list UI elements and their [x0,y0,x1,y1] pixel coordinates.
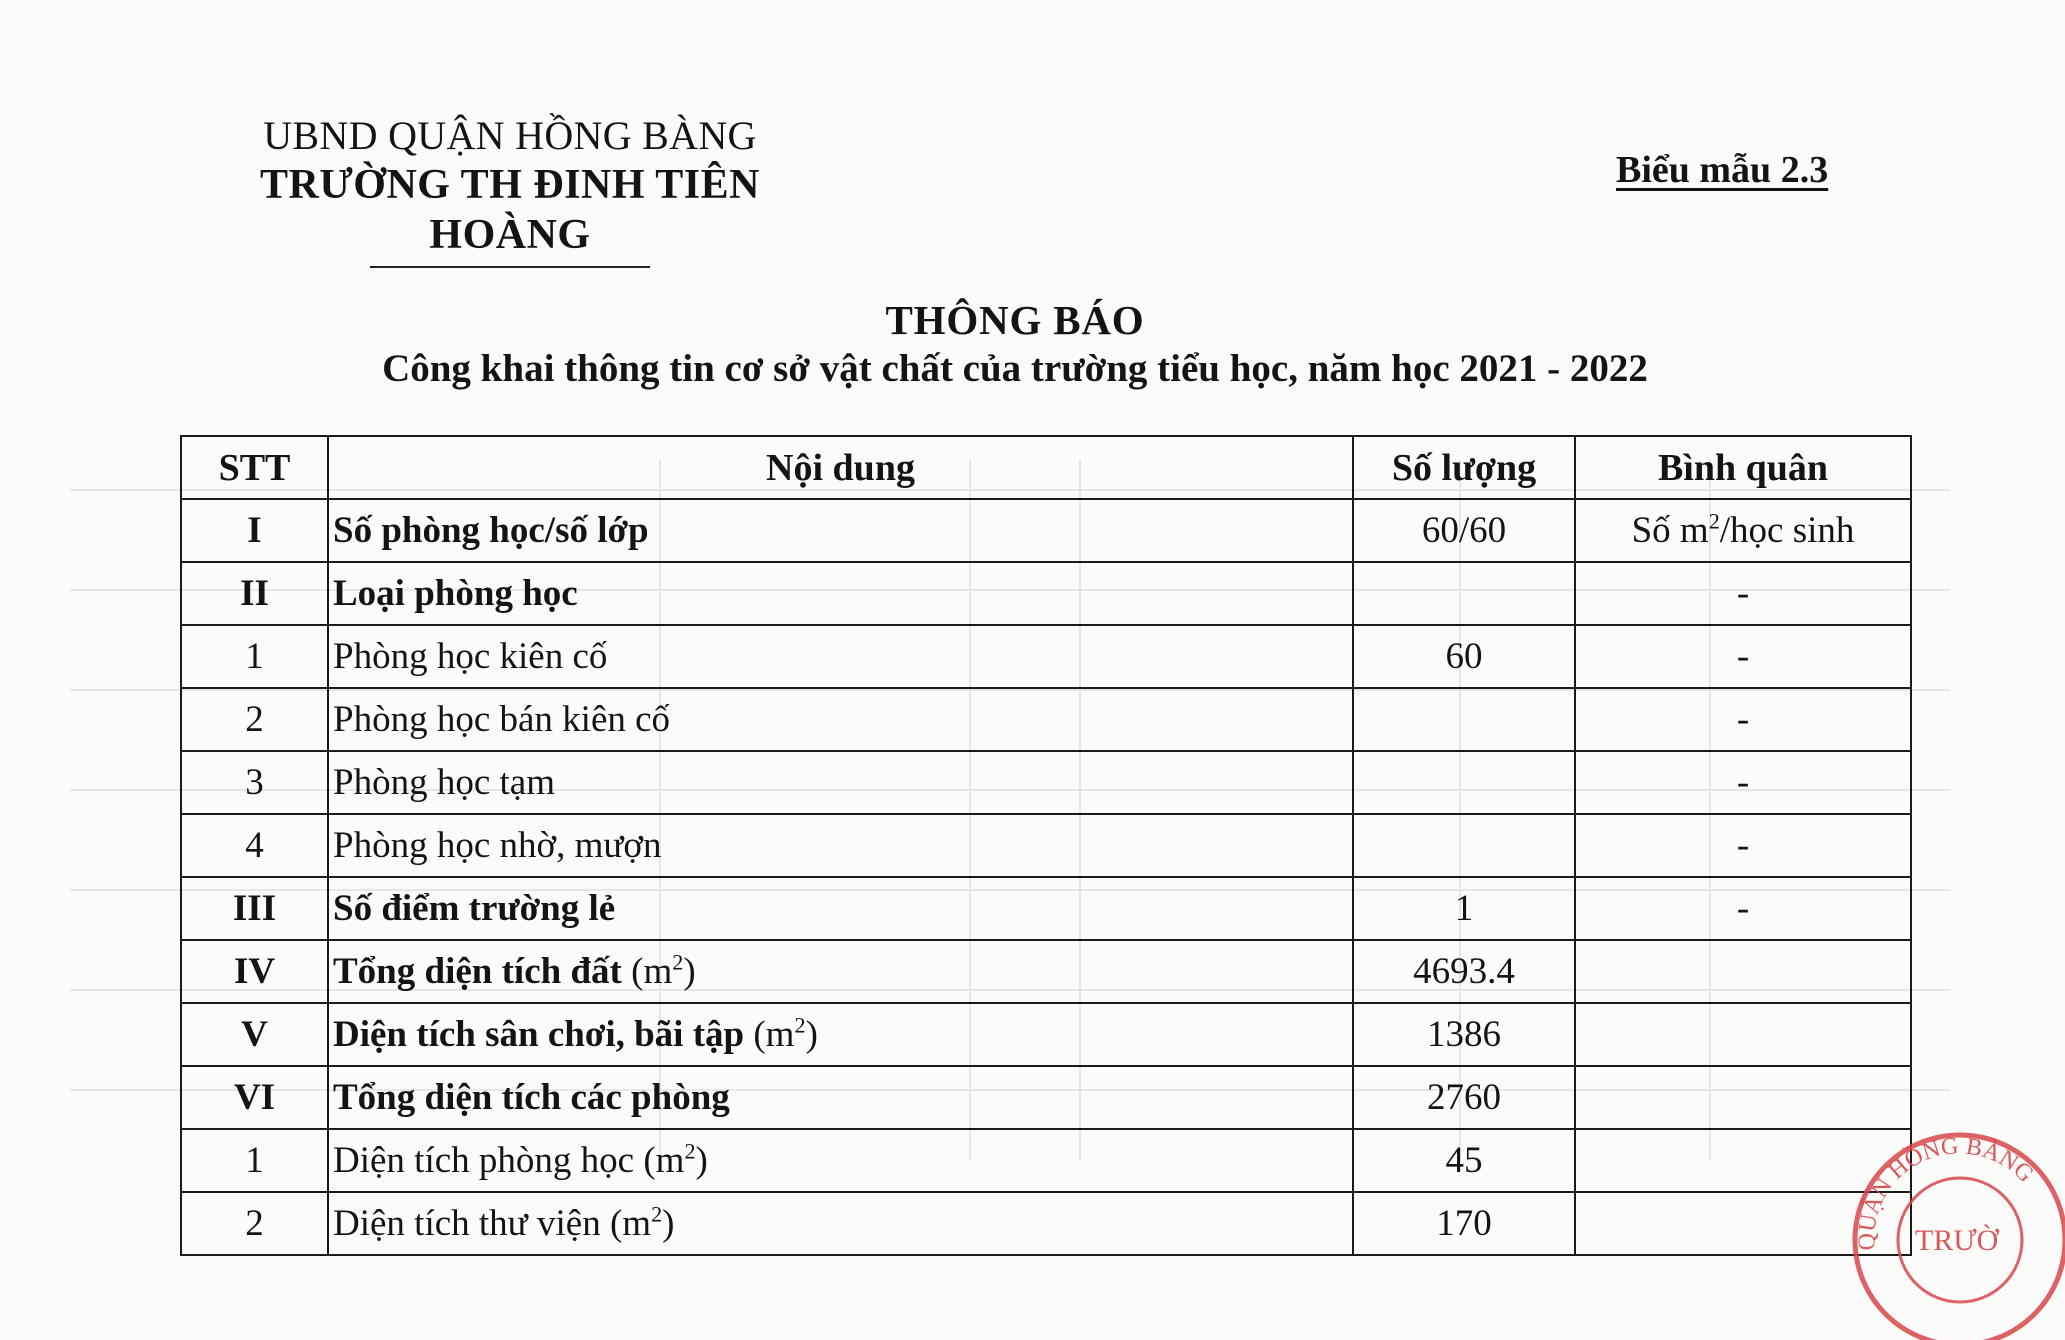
notice-subtitle: Công khai thông tin cơ sở vật chất của trường tiểu học, năm học 2021 - 2022 [382,347,1648,390]
row-stt: VI [181,1066,328,1129]
row-average [1575,814,1911,877]
column-header-stt: STT [181,436,328,499]
unit-exponent: 2 [651,1201,663,1227]
row-label: Phòng học bán kiên cố [333,699,671,740]
average-prefix: - [1736,699,1750,740]
row-content [328,499,1353,562]
header-underline [370,266,650,268]
row-unit: (m [744,1014,795,1055]
row-content [328,814,1353,877]
row-stt: 4 [181,814,328,877]
row-quantity: 60 [1353,625,1575,688]
row-label: Diện tích thư viện [333,1203,601,1244]
row-label: Số điểm trường lẻ [333,888,616,929]
row-stt: I [181,499,328,562]
row-quantity [1353,751,1575,814]
unit-exponent: 2 [684,1138,696,1164]
row-content [328,625,1353,688]
row-quantity: 1 [1353,877,1575,940]
seal-inner-text: TRƯỜ [1915,1224,1999,1257]
table-row [181,751,1911,814]
row-average [1575,688,1911,751]
row-average [1575,562,1911,625]
notice-title: THÔNG BÁO [885,297,1145,343]
authority-name: UBND QUẬN HỒNG BÀNG [263,113,757,158]
row-quantity: 170 [1353,1192,1575,1255]
table-row [181,877,1911,940]
row-stt: 2 [181,688,328,751]
row-label: Phòng học tạm [333,762,555,803]
row-average [1575,940,1911,1003]
table-row [181,1066,1911,1129]
table-row [181,814,1911,877]
row-stt: 1 [181,625,328,688]
row-quantity: 60/60 [1353,499,1575,562]
issuing-authority-block [180,112,840,268]
row-average [1575,751,1911,814]
table-row [181,1003,1911,1066]
average-prefix: - [1736,636,1750,677]
row-content [328,751,1353,814]
row-quantity: 2760 [1353,1066,1575,1129]
average-exponent: 2 [1708,508,1720,534]
row-content [328,877,1353,940]
row-label: Phòng học kiên cố [333,636,608,677]
row-content [328,688,1353,751]
row-label: Tổng diện tích đất [333,951,622,992]
average-prefix: - [1736,888,1750,929]
average-prefix: - [1736,825,1750,866]
row-quantity: 4693.4 [1353,940,1575,1003]
row-stt: 2 [181,1192,328,1255]
facilities-table [180,435,1912,1256]
row-quantity [1353,688,1575,751]
column-header-quantity: Số lượng [1353,436,1575,499]
row-stt: IV [181,940,328,1003]
row-stt: 1 [181,1129,328,1192]
average-suffix: /học sinh [1719,510,1855,551]
unit-exponent: 2 [672,949,684,975]
row-content: Tổng diện tích đất $(m^2)$ [328,940,1353,1003]
table-body [181,499,1911,1255]
row-average [1575,625,1911,688]
row-unit: (m [634,1140,685,1181]
row-unit: (m [600,1203,652,1244]
column-header-content: Nội dung [328,436,1353,499]
row-content: Diện tích phòng học $(m^2)$ [328,1129,1353,1192]
school-seal-stamp [1835,1110,2065,1340]
school-name: TRƯỜNG TH ĐINH TIÊN HOÀNG [260,162,760,258]
table-row [181,1192,1911,1255]
average-prefix: - [1736,573,1750,614]
table-header-row [181,436,1911,499]
unit-exponent: 2 [794,1012,806,1038]
table-row [181,625,1911,688]
table-row [181,688,1911,751]
table-row [181,562,1911,625]
row-stt: V [181,1003,328,1066]
row-quantity: 1386 [1353,1003,1575,1066]
row-quantity: 45 [1353,1129,1575,1192]
row-label: Phòng học nhờ, mượn [333,825,662,866]
row-label: Loại phòng học [333,573,578,614]
row-average [1575,1003,1911,1066]
table-row [181,1129,1911,1192]
row-stt: III [181,877,328,940]
row-label: Diện tích phòng học [333,1140,635,1181]
row-quantity [1353,562,1575,625]
row-label: Diện tích sân chơi, bãi tập [333,1014,745,1055]
row-stt: II [181,562,328,625]
form-code: Biểu mẫu 2.3 [1616,149,1829,191]
column-header-average: Bình quân [1575,436,1911,499]
table-row [181,940,1911,1003]
row-unit: (m [621,951,673,992]
row-average [1575,499,1911,562]
row-content [328,562,1353,625]
row-average [1575,877,1911,940]
row-content [328,1066,1353,1129]
row-content: Diện tích thư viện $(m^2)$ [328,1192,1353,1255]
row-quantity [1353,814,1575,877]
row-label: Số phòng học/số lớp [333,510,649,551]
average-prefix: Số m [1631,510,1709,551]
average-prefix: - [1736,762,1750,803]
seal-arc-text: QUẬN HỒNG BÀNG [1853,1133,2039,1251]
row-stt: 3 [181,751,328,814]
row-content: Diện tích sân chơi, bãi tập $(m^2)$ [328,1003,1353,1066]
table-row [181,499,1911,562]
row-label: Tổng diện tích các phòng [333,1077,730,1118]
